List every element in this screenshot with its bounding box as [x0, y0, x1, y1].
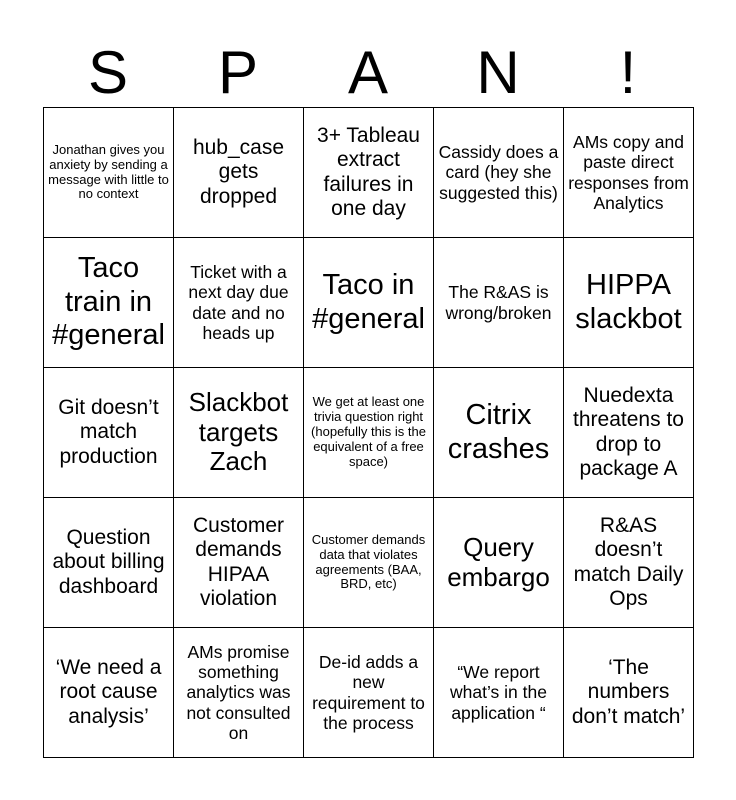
bingo-cell[interactable]: Slackbot targets Zach [174, 368, 304, 498]
bingo-row-3 [44, 368, 694, 498]
bingo-row-5 [44, 628, 694, 758]
bingo-cell[interactable]: The R&AS is wrong/broken [434, 238, 564, 368]
bingo-cell[interactable]: “We report what’s in the application “ [434, 628, 564, 758]
bingo-cell[interactable]: Taco train in #general [44, 238, 174, 368]
bingo-cell[interactable]: AMs copy and paste direct responses from Analytics [564, 108, 694, 238]
bingo-cell[interactable]: De-id adds a new requirement to the process [304, 628, 434, 758]
bingo-cell[interactable]: AMs promise something analytics was not consulted on [174, 628, 304, 758]
bingo-cell[interactable]: ‘The numbers don’t match’ [564, 628, 694, 758]
bingo-cell[interactable]: Query embargo [434, 498, 564, 628]
bingo-board [43, 107, 694, 758]
bingo-title [43, 38, 693, 108]
bingo-cell[interactable]: ‘We need a root cause analysis’ [44, 628, 174, 758]
bingo-cell[interactable]: hub_case gets dropped [174, 108, 304, 238]
bingo-cell[interactable]: Git doesn’t match production [44, 368, 174, 498]
bingo-cell[interactable]: Cassidy does a card (hey she suggested this) [434, 108, 564, 238]
bingo-cell[interactable]: HIPPA slackbot [564, 238, 694, 368]
bingo-cell[interactable]: Jonathan gives you anxiety by sending a message with little to no context [44, 108, 174, 238]
bingo-cell[interactable]: R&AS doesn’t match Daily Ops [564, 498, 694, 628]
bingo-cell[interactable]: Taco in #general [304, 238, 434, 368]
bingo-cell[interactable]: Question about billing dashboard [44, 498, 174, 628]
bingo-row-2 [44, 238, 694, 368]
bingo-cell-free-space[interactable]: We get at least one trivia question right (hopefully this is the equivalent of a free space) [304, 368, 434, 498]
bingo-cell[interactable]: Ticket with a next day due date and no heads up [174, 238, 304, 368]
bingo-cell[interactable]: 3+ Tableau extract failures in one day [304, 108, 434, 238]
bingo-cell[interactable]: Customer demands HIPAA violation [174, 498, 304, 628]
title-letter-p: P [217, 39, 259, 106]
bingo-cell[interactable]: Citrix crashes [434, 368, 564, 498]
bingo-cell[interactable]: Nuedexta threatens to drop to package A [564, 368, 694, 498]
bingo-cell[interactable]: Customer demands data that violates agreements (BAA, BRD, etc) [304, 498, 434, 628]
bingo-row-1 [44, 108, 694, 238]
title-letter-exclamation: ! [619, 39, 637, 106]
bingo-row-4 [44, 498, 694, 628]
title-letter-s: S [87, 39, 129, 106]
title-letter-a: A [347, 39, 389, 106]
title-letter-n: N [476, 39, 520, 106]
